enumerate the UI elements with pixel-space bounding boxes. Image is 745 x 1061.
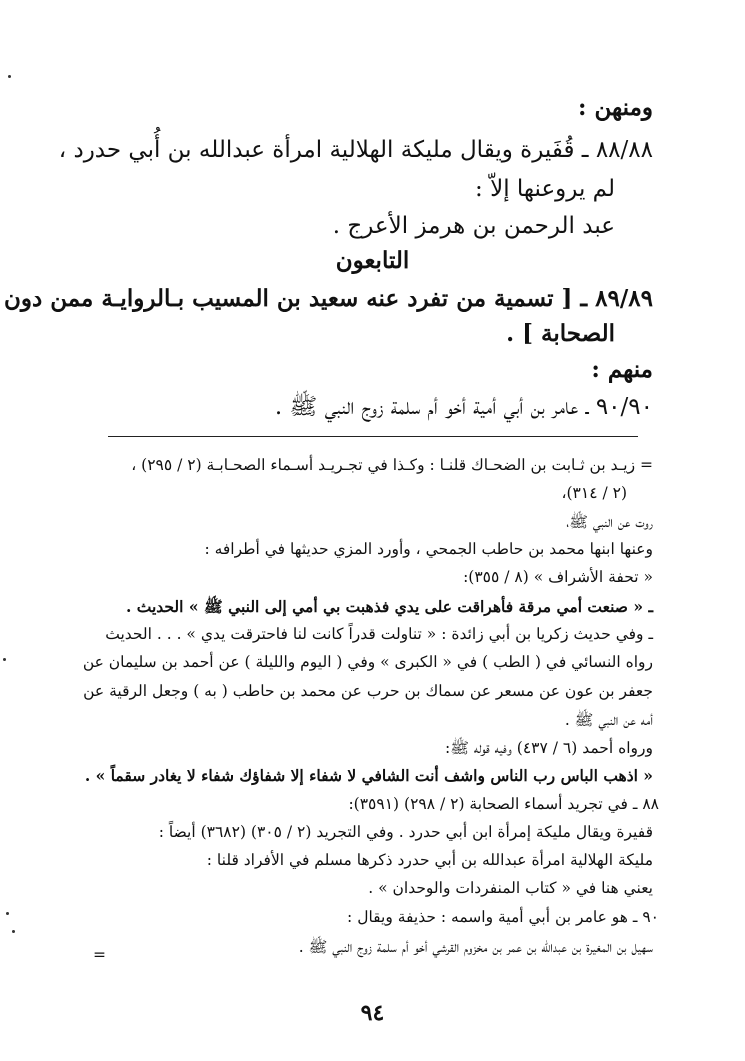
footnote-line: أمه عن النبي ﷺ . — [564, 711, 653, 729]
section-title-tabiun: التابعون — [335, 247, 410, 274]
entry-90-heading: ٩٠/٩٠ ـ عامر بن أبي أمية أخو أم سلمة زوج النبي ﷺ . — [274, 394, 653, 420]
page-number: ٩٤ — [360, 1000, 385, 1026]
scan-speck — [6, 912, 9, 915]
entry-88-narrators-label: لم يروعنها إلاّ : — [475, 176, 615, 202]
footnote-line: ٩٠ ـ هو عامر بن أبي أمية واسمه : حذيفة ويقال : — [347, 908, 659, 926]
footnote-line: « اذهب الباس رب الناس واشف أنت الشافي لا شفاء إلا شفاؤك شفاء لا يغادر سقماً » . — [84, 766, 653, 785]
scan-speck — [3, 658, 6, 661]
entry-89-heading: ٨٩/٨٩ ـ [ تسمية من تفرد عنه سعيد بن المسيب بـالروايـة ممن دون — [3, 285, 653, 312]
entry-88-narrator: عبد الرحمن بن هرمز الأعرج . — [332, 213, 615, 239]
continuation-mark: = — [93, 946, 106, 964]
section-intro: ومنهن : — [578, 94, 653, 121]
entry-89-heading-cont: الصحابة ] . — [506, 320, 615, 347]
scan-speck — [12, 930, 15, 933]
footnote-line: « تحفة الأشراف » (٨ / ٣٥٥): — [463, 568, 653, 586]
footnote-line: مليكة الهلالية امرأة عبدالله بن أبي حدرد ذكرها مسلم في الأفراد قلنا : — [206, 851, 653, 869]
footnote-separator — [108, 436, 638, 437]
scan-speck — [8, 75, 11, 78]
footnote-line: = زيـد بن ثـابت بن الضحـاك قلنـا : وكـذا في تجـريـد أسـماء الصحـابـة (٢ / ٢٩٥) ، — [131, 456, 653, 474]
footnote-line: جعفر بن عون عن مسعر عن سماك بن حرب عن محمد بن حاطب ( به ) وجعل الرقية عن — [83, 682, 653, 700]
footnote-line: رواه النسائي في ( الطب ) في « الكبرى » وفي ( اليوم والليلة ) عن أحمد بن سليمان عن — [82, 653, 653, 671]
footnote-line: سهيل بن المغيرة بن عبدالله بن عمر بن مخزوم القرشي أخو أم سلمة زوج النبي ﷺ . — [298, 938, 653, 956]
footnote-line: ـ وفي حديث زكريا بن أبي زائدة : « تناولت قدراً كانت لنا فاحترقت يدي » . . . الحديث — [105, 625, 653, 643]
section-minhum: منهم : — [591, 356, 653, 383]
entry-88-heading: ٨٨/٨٨ ـ قُفَيرة ويقال مليكة الهلالية امرأة عبدالله بن أُبي حدرد ، — [58, 137, 653, 163]
footnote-line: ورواه أحمد (٦ / ٤٣٧) وفيه قوله ﷺ: — [445, 739, 653, 757]
footnote-line: ـ « صنعت أمي مرقة فأهراقت على يدي فذهبت بي أمي إلى النبي ﷺ » الحديث . — [125, 597, 653, 616]
footnote-line: روت عن النبي ﷺ، — [566, 513, 653, 531]
footnote-line: وعنها ابنها محمد بن حاطب الجمحي ، وأورد المزي حديثها في أطرافه : — [204, 540, 653, 558]
footnote-line: يعني هنا في « كتاب المنفردات والوحدان » . — [368, 879, 653, 897]
footnote-line: ٨٨ ـ في تجريد أسماء الصحابة (٢ / ٢٩٨) (٣٥٩١): — [348, 795, 659, 813]
footnote-line: قفيرة ويقال مليكة إمرأة ابن أبي حدرد . وفي التجريد (٢ / ٣٠٥) (٣٦٨٢) أيضاً : — [158, 823, 653, 841]
footnote-line: (٢ / ٣١٤)، — [561, 484, 627, 502]
